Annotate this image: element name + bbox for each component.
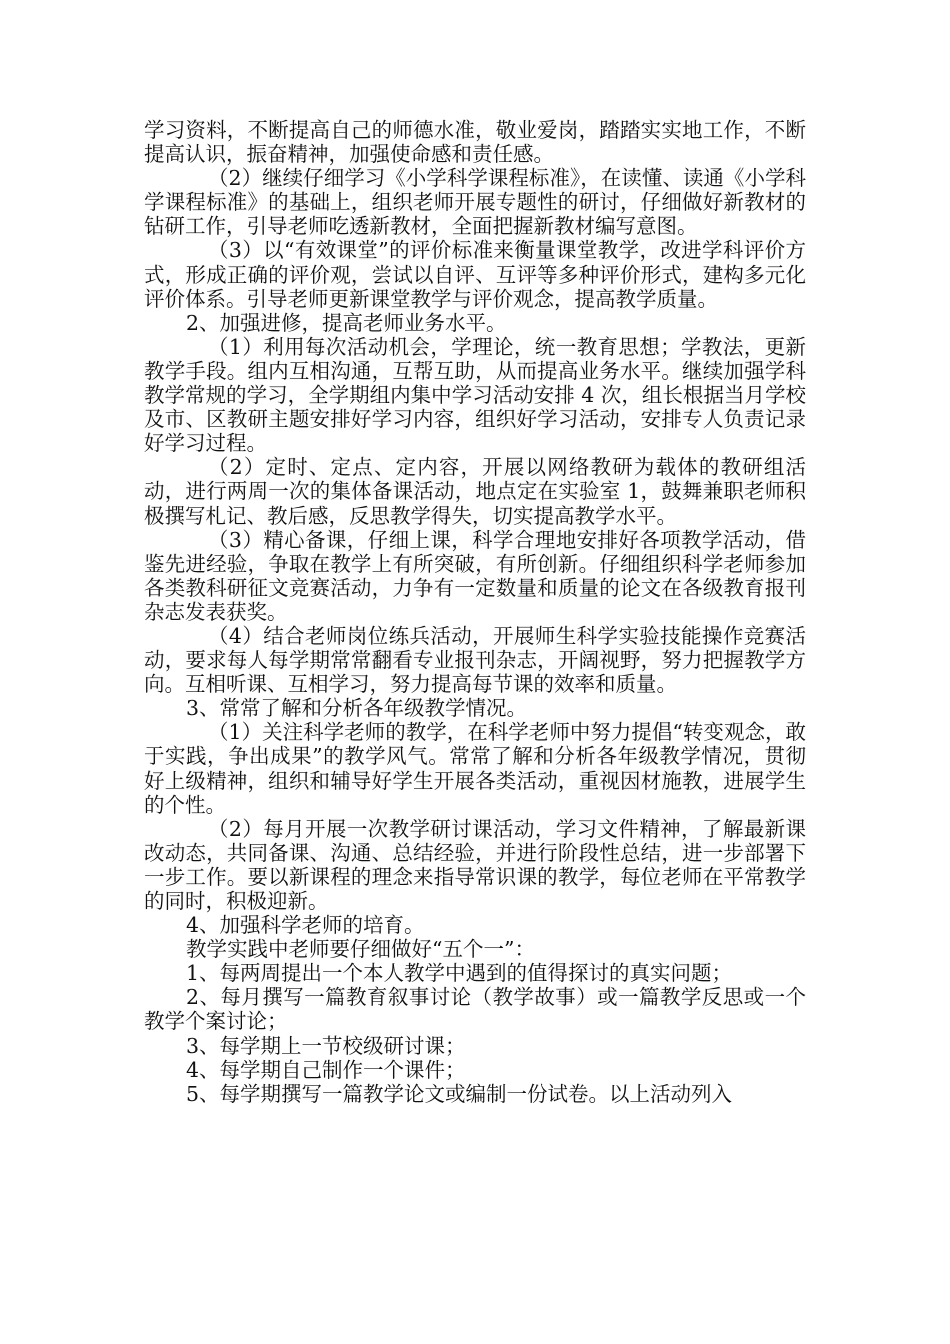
paragraph-2: （2）继续仔细学习《小学科学课程标准》，在读懂、读通《小学科学课程标准》的基础上，组织老师开展专题性的研讨，仔细做好新教材的钻研工作，引导老师吃透新教材，全面把握新教材编写意图。 (144, 166, 806, 239)
paragraph-11: （2）每月开展一次教学研讨课活动，学习文件精神，了解最新课改动态，共同备课、沟通、总结经验，并进行阶段性总结，进一步部署下一步工作。要以新课程的理念来指导常识课的教学，每位老师在平常教学的同时，积极迎新。 (144, 816, 806, 913)
paragraph-8: （4）结合老师岗位练兵活动，开展师生科学实验技能操作竞赛活动，要求每人每学期常常翻看专业报刊杂志，开阔视野，努力把握教学方向。互相听课、互相学习，努力提高每节课的效率和质量。 (144, 623, 806, 697)
paragraph-1: 学习资料，不断提高自己的师德水准，敬业爱岗，踏踏实实地工作，不断提高认识，振奋精神，加强使命感和责任感。 (144, 118, 806, 167)
paragraph-10: （1）关注科学老师的教学，在科学老师中努力提倡“转变观念，敢于实践，争出成果”的教学风气。常常了解和分析各年级教学情况，贯彻好上级精神，组织和辅导好学生开展各类活动，重视因材施教，进展学生的个性。 (144, 720, 806, 817)
list-item-2: 2、每月撰写一篇教育叙事讨论（教学故事）或一篇教学反思或一个教学个案讨论； (144, 985, 806, 1034)
list-item-4: 4、每学期自己制作一个课件； (186, 1057, 466, 1082)
document-page (144, 118, 806, 1106)
paragraph-5: （1）利用每次活动机会，学理论，统一教育思想；学教法，更新教学手段。组内互相沟通，互帮互助，从而提高业务水平。继续加强学科教学常规的学习，全学期组内集中学习活动安排 4 次，组长根据当月学校及市、区教研主题安排好学习内容，组织好学习活动，安排专人负责记录好学习过程。 (144, 334, 806, 456)
list-item-1: 1、每两周提出一个本人教学中遇到的值得探讨的真实问题； (186, 961, 733, 986)
paragraph-7: （3）精心备课，仔细上课，科学合理地安排好各项教学活动，借鉴先进经验，争取在教学上有所突破，有所创新。仔细组织科学老师参加各类教科研征文竞赛活动，力争有一定数量和质量的论文在各级教育报刊杂志发表获奖。 (144, 527, 806, 624)
list-item-3: 3、每学期上一节校级研讨课； (186, 1033, 466, 1058)
paragraph-3: （3）以“有效课堂”的评价标准来衡量课堂教学，改进学科评价方式，形成正确的评价观，尝试以自评、互评等多种评价形式，建构多元化评价体系。引导老师更新课堂教学与评价观念，提高教学质量。 (144, 238, 806, 311)
paragraph-13: 教学实践中老师要仔细做好“五个一”： (186, 937, 535, 962)
section-heading-2: 2、加强进修，提高老师业务水平。 (186, 310, 507, 335)
section-heading-3: 3、常常了解和分析各年级教学情况。 (186, 696, 528, 721)
list-item-5: 5、每学期撰写一篇教学论文或编制一份试卷。以上活动列入 (186, 1081, 733, 1106)
section-heading-4: 4、加强科学老师的培育。 (186, 913, 425, 938)
paragraph-6: （2）定时、定点、定内容，开展以网络教研为载体的教研组活动，进行两周一次的集体备课活动，地点定在实验室 1，鼓舞兼职老师积极撰写札记、教后感，反思教学得失，切实提高教学水平。 (144, 455, 806, 528)
